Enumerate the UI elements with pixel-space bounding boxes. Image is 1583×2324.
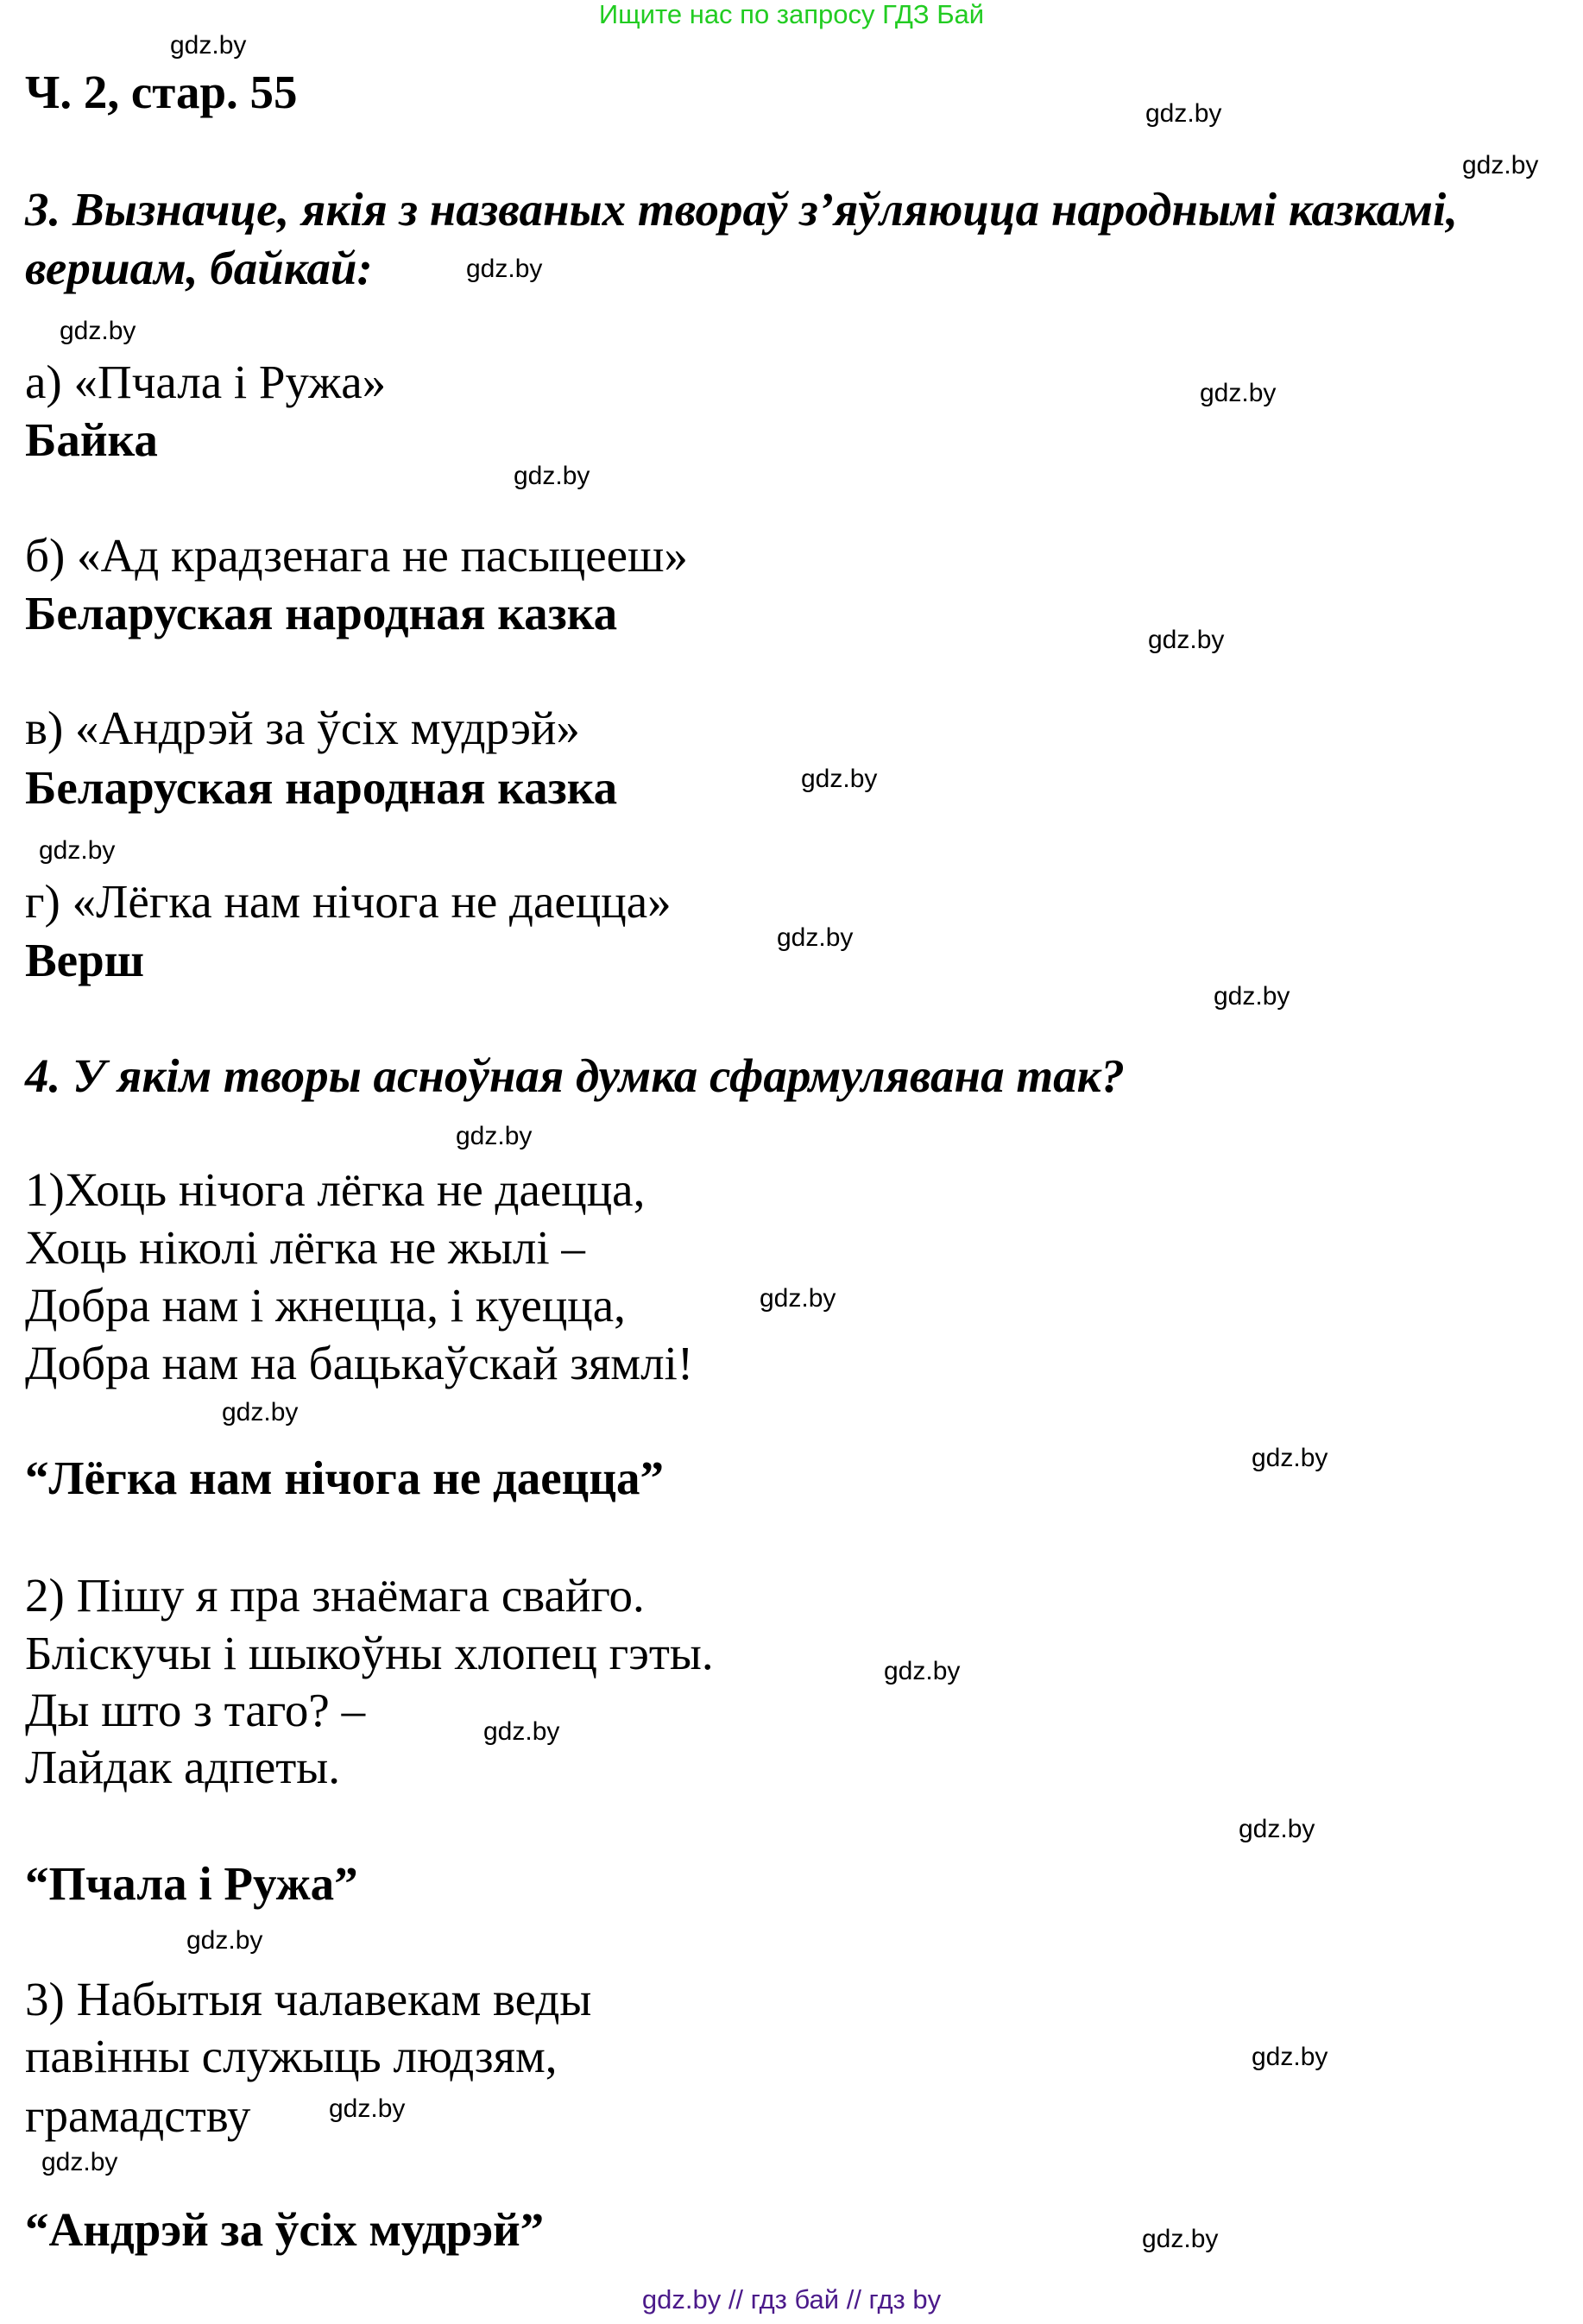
- question-4: 4. У якім творы асноўная думка сфармулявана так?: [25, 1049, 1125, 1102]
- watermark: gdz.by: [186, 1926, 263, 1955]
- watermark: gdz.by: [777, 923, 854, 952]
- watermark: gdz.by: [39, 836, 116, 865]
- watermark: gdz.by: [1252, 2043, 1328, 2071]
- watermark: gdz.by: [222, 1398, 299, 1427]
- quote-2-line: Бліскучы і шыкоўны хлопец гэты.: [25, 1627, 714, 1679]
- watermark: gdz.by: [1252, 1444, 1328, 1472]
- watermark: gdz.by: [1239, 1815, 1315, 1843]
- quote-3-line: павінны служыць людзям,: [25, 2030, 558, 2082]
- item-c: в) «Андрэй за ўсіх мудрэй»: [25, 702, 580, 754]
- watermark: gdz.by: [41, 2148, 118, 2176]
- watermark: gdz.by: [1142, 2225, 1219, 2253]
- watermark: gdz.by: [170, 31, 247, 60]
- answer-2: “Пчала і Ружа”: [25, 1857, 358, 1910]
- answer-1: “Лёгка нам нічога не даецца”: [25, 1452, 665, 1504]
- quote-1-line: Добра нам на бацькаўскай зямлі!: [25, 1337, 694, 1389]
- watermark: gdz.by: [514, 462, 590, 490]
- quote-2-line: Лайдак адпеты.: [25, 1741, 340, 1793]
- answer-d: Верш: [25, 934, 145, 986]
- quote-3-line: грамадству: [25, 2089, 251, 2142]
- watermark: gdz.by: [884, 1657, 961, 1685]
- watermark: gdz.by: [1148, 626, 1225, 654]
- item-a: а) «Пчала і Ружа»: [25, 356, 387, 408]
- answer-b: Беларуская народная казка: [25, 587, 618, 639]
- answer-c: Беларуская народная казка: [25, 761, 618, 814]
- watermark: gdz.by: [1214, 982, 1290, 1011]
- footer-links: gdz.by // гдз бай // гдз by: [641, 2284, 942, 2315]
- page-title: Ч. 2, стар. 55: [25, 66, 298, 118]
- question-3-cont: вершам, байкай:: [25, 242, 373, 294]
- watermark: gdz.by: [1145, 99, 1222, 128]
- question-3: 3. Вызначце, якія з названых твораў з’яўляюцца народнымі казкамі,: [25, 183, 1459, 236]
- search-hint-banner: Ищите нас по запросу ГДЗ Бай: [598, 0, 985, 29]
- watermark: gdz.by: [60, 317, 136, 345]
- answer-3: “Андрэй за ўсіх мудрэй”: [25, 2203, 545, 2256]
- watermark: gdz.by: [329, 2094, 406, 2123]
- quote-1-line: Добра нам і жнецца, і куецца,: [25, 1279, 626, 1332]
- answer-a: Байка: [25, 413, 158, 466]
- quote-2-line: 2) Пішу я пра знаёмага свайго.: [25, 1569, 645, 1622]
- quote-1-line: 1)Хоць нічога лёгка не даецца,: [25, 1163, 646, 1216]
- watermark: gdz.by: [466, 255, 543, 283]
- item-b: б) «Ад крадзенага не пасыцееш»: [25, 529, 688, 582]
- watermark: gdz.by: [1462, 151, 1539, 179]
- quote-1-line: Хоць ніколі лёгка не жылі –: [25, 1221, 585, 1274]
- watermark: gdz.by: [1200, 379, 1277, 407]
- watermark: gdz.by: [456, 1122, 533, 1150]
- watermark: gdz.by: [483, 1717, 560, 1746]
- quote-3-line: 3) Набытыя чалавекам веды: [25, 1973, 592, 2025]
- item-d: г) «Лёгка нам нічога не даецца»: [25, 875, 672, 928]
- quote-2-line: Ды што з таго? –: [25, 1684, 366, 1736]
- watermark: gdz.by: [760, 1284, 836, 1313]
- watermark: gdz.by: [801, 765, 878, 793]
